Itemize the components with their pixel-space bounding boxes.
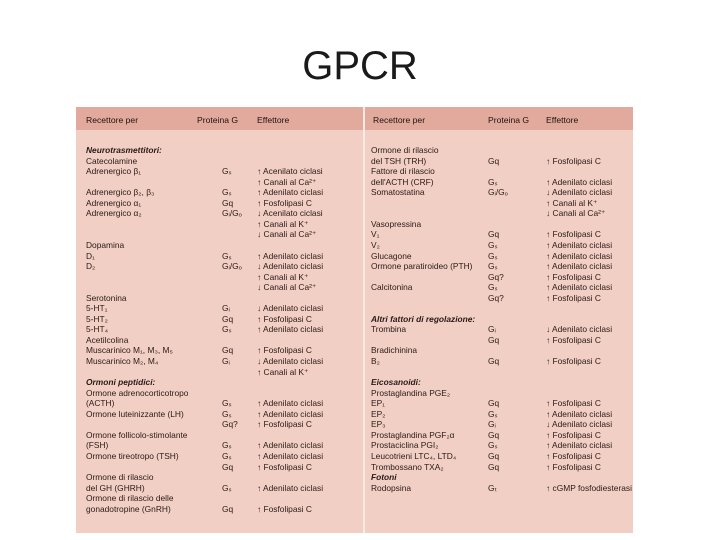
effector-cell: ↑ Adenilato ciclasi	[257, 440, 324, 451]
table-row	[365, 377, 633, 387]
table-row	[365, 440, 633, 450]
receptor-cell: EP₃	[371, 419, 386, 430]
table-row	[365, 462, 633, 472]
gprotein-cell: Gᵢ	[222, 356, 230, 366]
gprotein-cell: Gq?	[488, 292, 504, 303]
table-row	[365, 219, 633, 229]
receptor-cell: Ormone di rilascio delle	[86, 493, 174, 504]
slide-title: GPCR	[302, 44, 418, 88]
receptor-cell: dell'ACTH (CRF)	[371, 176, 434, 187]
table-row	[76, 187, 363, 197]
receptor-cell: B₂	[371, 356, 380, 366]
table-row	[365, 409, 633, 419]
receptor-cell: D₁	[86, 250, 95, 261]
table-row	[76, 229, 363, 239]
table-row	[365, 314, 633, 324]
table-row	[76, 251, 363, 261]
table-row	[365, 335, 633, 345]
table-row	[365, 419, 633, 429]
gprotein-cell: Gq	[488, 356, 500, 366]
effector-cell: ↑ Fosfolipasi C	[546, 334, 601, 345]
effector-cell: ↑ Canali al Ca²⁺	[257, 176, 317, 187]
table-row	[76, 356, 363, 366]
table-row	[76, 472, 363, 482]
effector-cell: ↓ Adenilato ciclasi	[546, 187, 613, 198]
table-row	[365, 198, 633, 208]
right-column	[365, 107, 633, 533]
gprotein-cell: Gₛ	[488, 282, 498, 293]
table-row	[76, 198, 363, 208]
table-row	[365, 293, 633, 303]
gprotein-cell: Gq	[488, 334, 500, 345]
receptor-cell: Adrenergico β₂, β₃	[86, 187, 155, 198]
table-row	[76, 430, 363, 440]
table-row	[76, 261, 363, 271]
gprotein-cell: Gq	[222, 345, 234, 356]
effector-cell: ↑ Adenilato ciclasi	[546, 250, 613, 261]
table-row	[76, 398, 363, 408]
effector-cell: ↓ Adenilato ciclasi	[546, 324, 613, 335]
gprotein-cell: Gₛ	[488, 408, 498, 419]
receptor-cell: EP₁	[371, 398, 385, 409]
table-row	[365, 240, 633, 250]
gprotein-cell: Gq	[488, 229, 500, 240]
receptor-cell: (ACTH)	[86, 398, 115, 409]
receptor-cell: Serotonina	[86, 292, 127, 303]
gprotein-cell: Gᵢ	[488, 324, 496, 335]
gprotein-cell: Gq	[488, 461, 500, 472]
table-row	[76, 335, 363, 345]
receptor-cell: Ormone adrenocorticotropo	[86, 387, 189, 398]
receptor-cell: Ormone paratiroideo (PTH)	[371, 261, 473, 272]
gprotein-cell: Gq?	[222, 419, 238, 430]
effector-cell: ↑ Fosfolipasi C	[257, 197, 312, 208]
effector-cell: ↑ Canali al K⁺	[546, 197, 598, 208]
receptor-cell: Adrenergico α₂	[86, 208, 142, 219]
table-row	[365, 282, 633, 292]
gprotein-cell: Gₛ	[222, 408, 232, 419]
receptor-cell: Calcitonina	[371, 282, 413, 293]
receptor-cell: Bradichinina	[371, 345, 418, 356]
table-row	[365, 303, 633, 313]
gprotein-cell: Gₛ	[488, 440, 498, 451]
table-row	[76, 240, 363, 250]
receptor-cell: Dopamina	[86, 239, 125, 250]
gprotein-cell: Gₛ	[488, 239, 498, 250]
receptor-cell: Trombina	[371, 324, 407, 335]
table-row	[365, 345, 633, 355]
gprotein-cell: Gₛ	[488, 176, 498, 187]
effector-cell: ↑ Fosfolipasi C	[257, 345, 312, 356]
header-gprotein-right: Proteina G	[488, 115, 530, 125]
effector-cell: ↑ Fosfolipasi C	[546, 271, 601, 282]
receptor-cell: Muscarinico M₂, M₄	[86, 356, 159, 366]
table-row	[76, 156, 363, 166]
section-heading: Neurotrasmettitori:	[86, 145, 162, 155]
left-column	[76, 107, 363, 533]
section-heading: Ormoni peptidici:	[86, 377, 156, 388]
gprotein-cell: Gᵢ/Gₒ	[222, 208, 242, 219]
gprotein-cell: Gq	[488, 429, 500, 440]
table-row	[76, 145, 363, 155]
effector-cell: ↑ Fosfolipasi C	[546, 429, 601, 440]
effector-cell: ↑ Fosfolipasi C	[546, 398, 601, 409]
table-row	[365, 145, 633, 155]
effector-cell: ↑ Fosfolipasi C	[257, 313, 312, 324]
receptor-cell: Glucagone	[371, 250, 412, 261]
table-row	[76, 177, 363, 187]
table-row	[76, 504, 363, 514]
gprotein-cell: Gᵢ/Gₒ	[222, 261, 242, 272]
gprotein-cell: Gₛ	[222, 187, 232, 198]
header-receptor-left: Recettore per	[86, 115, 139, 125]
table-row	[365, 324, 633, 334]
receptor-cell: 5-HT₂	[86, 313, 108, 324]
gprotein-cell: Gₛ	[222, 398, 232, 409]
effector-cell: ↑ Adenilato ciclasi	[257, 450, 324, 461]
effector-cell: ↑ Fosfolipasi C	[546, 155, 601, 166]
effector-cell: ↑ Adenilato ciclasi	[546, 176, 613, 187]
effector-cell: ↓ Adenilato ciclasi	[257, 261, 324, 272]
receptor-cell: del GH (GHRH)	[86, 482, 145, 493]
effector-cell: ↑ Adenilato ciclasi	[257, 408, 324, 419]
gprotein-cell: Gₜ	[488, 482, 497, 493]
receptor-cell: Muscarinico M₁, M₃, M₅	[86, 345, 173, 356]
table-row	[365, 166, 633, 176]
table-row	[76, 345, 363, 355]
gprotein-cell: Gq	[222, 503, 234, 514]
gprotein-cell: Gq	[222, 461, 234, 472]
table-row	[365, 388, 633, 398]
effector-cell: ↑ Fosfolipasi C	[546, 229, 601, 240]
table-row	[76, 324, 363, 334]
receptor-cell: Vasopressina	[371, 218, 422, 229]
table-row	[76, 166, 363, 176]
gprotein-cell: Gq	[488, 450, 500, 461]
section-heading: Fotoni	[371, 472, 397, 483]
effector-cell: ↑ Adenilato ciclasi	[546, 440, 613, 451]
effector-cell: ↑ Adenilato ciclasi	[257, 482, 324, 493]
section-heading: Altri fattori di regolazione:	[371, 313, 476, 324]
gprotein-cell: Gq?	[488, 271, 504, 282]
table-row	[365, 356, 633, 366]
effector-cell: ↑ Adenilato ciclasi	[546, 239, 613, 250]
gprotein-cell: Gq	[222, 197, 234, 208]
table-row	[76, 272, 363, 282]
effector-cell: ↑ cGMP fosfodiesterasi	[546, 482, 632, 493]
table-row	[76, 419, 363, 429]
gprotein-cell: Gₛ	[488, 261, 498, 272]
effector-cell: ↓ Canali al Ca²⁺	[257, 229, 317, 240]
header-gprotein-left: Proteina G	[197, 115, 239, 125]
receptor-cell: Prostaglandina PGF₂α	[371, 429, 455, 440]
receptor-cell: V₁	[371, 229, 380, 240]
receptor-cell: Rodopsina	[371, 482, 412, 493]
effector-cell: ↓ Adenilato ciclasi	[257, 356, 324, 366]
table-row	[76, 377, 363, 387]
receptor-cell: 5-HT₁	[86, 303, 108, 314]
effector-cell: ↑ Adenilato ciclasi	[546, 261, 613, 272]
effector-cell: ↑ Fosfolipasi C	[257, 419, 312, 430]
effector-cell: ↑ Fosfolipasi C	[257, 461, 312, 472]
table-row	[365, 483, 633, 493]
receptor-cell: gonadotropine (GnRH)	[86, 503, 171, 514]
table-row	[76, 219, 363, 229]
effector-cell: ↑ Adenilato ciclasi	[546, 282, 613, 293]
receptor-cell: Acetilcolina	[86, 334, 129, 345]
receptor-cell: 5-HT₄	[86, 324, 109, 335]
effector-cell: ↓ Canali al Ca²⁺	[257, 282, 317, 293]
gprotein-cell: Gq	[222, 313, 234, 324]
effector-cell: ↑ Fosfolipasi C	[546, 461, 601, 472]
effector-cell: ↑ Fosfolipasi C	[546, 450, 601, 461]
table-row	[365, 398, 633, 408]
table-row	[365, 430, 633, 440]
receptor-cell: Prostaciclina PGI₂	[371, 440, 439, 451]
effector-cell: ↑ Adenilato ciclasi	[257, 187, 324, 198]
effector-cell: ↑ Canali al K⁺	[257, 271, 309, 282]
gprotein-cell: Gᵢ	[222, 303, 230, 314]
receptor-cell: Adrenergico α₁	[86, 197, 142, 208]
table-row	[365, 261, 633, 271]
receptor-cell: Ormone di rilascio	[371, 145, 439, 155]
table-row	[76, 493, 363, 503]
effector-cell: ↑ Adenilato ciclasi	[257, 324, 324, 335]
receptor-cell: Prostaglandina PGE₂	[371, 387, 451, 398]
gprotein-cell: Gq	[488, 155, 500, 166]
gprotein-cell: Gq	[488, 398, 500, 409]
receptor-cell: del TSH (TRH)	[371, 155, 427, 166]
receptor-cell: Ormone di rilascio	[86, 472, 154, 483]
receptor-cell: (FSH)	[86, 440, 109, 451]
effector-cell: ↑ Adenilato ciclasi	[257, 250, 324, 261]
table-row	[365, 272, 633, 282]
receptor-cell: Leucotrieni LTC₄, LTD₄	[371, 450, 457, 461]
table-row	[76, 282, 363, 292]
section-heading: Eicosanoidi:	[371, 377, 421, 388]
table-row	[365, 177, 633, 187]
receptor-cell: Ormone tireotropo (TSH)	[86, 450, 179, 461]
table-row	[76, 409, 363, 419]
table-row	[365, 156, 633, 166]
table-row	[365, 229, 633, 239]
effector-cell: ↑ Fosfolipasi C	[546, 292, 601, 303]
receptor-cell: V₂	[371, 239, 380, 250]
effector-cell: ↓ Acenilato ciclasi	[257, 208, 323, 219]
table-row	[76, 440, 363, 450]
receptor-cell: Catecolamine	[86, 155, 138, 166]
table-row	[76, 314, 363, 324]
gprotein-cell: Gₛ	[222, 482, 232, 493]
table-row	[365, 208, 633, 218]
table-row	[365, 451, 633, 461]
effector-cell: ↑ Fosfolipasi C	[546, 356, 601, 366]
gprotein-cell: Gₛ	[222, 324, 232, 335]
receptor-cell: Fattore di rilascio	[371, 166, 435, 177]
receptor-cell: Ormone luteinizzante (LH)	[86, 408, 184, 419]
receptor-cell: D₂	[86, 261, 96, 272]
effector-cell: ↓ Adenilato ciclasi	[257, 303, 324, 314]
gpcr-table	[76, 107, 633, 533]
gprotein-cell: Gₛ	[222, 450, 232, 461]
receptor-cell: Adrenergico β₁	[86, 166, 142, 177]
header-effector-right: Effettore	[546, 115, 579, 125]
header-effector-left: Effettore	[257, 115, 290, 125]
table-row	[365, 472, 633, 482]
gprotein-cell: Gᵢ	[488, 419, 496, 430]
effector-cell: ↑ Adenilato ciclasi	[257, 398, 324, 409]
table-row	[76, 388, 363, 398]
gprotein-cell: Gᵢ/Gₒ	[488, 187, 508, 198]
receptor-cell: Somatostatina	[371, 187, 425, 198]
gprotein-cell: Gₛ	[222, 440, 232, 451]
effector-cell: ↑ Fosfolipasi C	[257, 503, 312, 514]
header-receptor-right: Recettore per	[373, 115, 426, 125]
gprotein-cell: Gₛ	[222, 166, 232, 177]
receptor-cell: Trombossano TXA₂	[371, 461, 444, 472]
effector-cell: ↑ Acenilato ciclasi	[257, 166, 323, 177]
effector-cell: ↓ Canali al Ca²⁺	[546, 208, 606, 219]
effector-cell: ↑ Adenilato ciclasi	[546, 408, 613, 419]
table-row	[76, 208, 363, 218]
table-row	[76, 451, 363, 461]
effector-cell: ↓ Adenilato ciclasi	[546, 419, 613, 430]
receptor-cell: EP₂	[371, 408, 386, 419]
table-row	[365, 251, 633, 261]
table-row	[76, 293, 363, 303]
table-row	[76, 462, 363, 472]
table-row	[76, 367, 363, 377]
table-row	[76, 483, 363, 493]
table-row	[365, 367, 633, 377]
gprotein-cell: Gₛ	[488, 250, 498, 261]
table-row	[76, 303, 363, 313]
effector-cell: ↑ Canali al K⁺	[257, 366, 309, 377]
gprotein-cell: Gₛ	[222, 250, 232, 261]
effector-cell: ↑ Canali al K⁺	[257, 218, 309, 229]
table-row	[365, 187, 633, 197]
receptor-cell: Ormone follicolo-stimolante	[86, 429, 188, 440]
